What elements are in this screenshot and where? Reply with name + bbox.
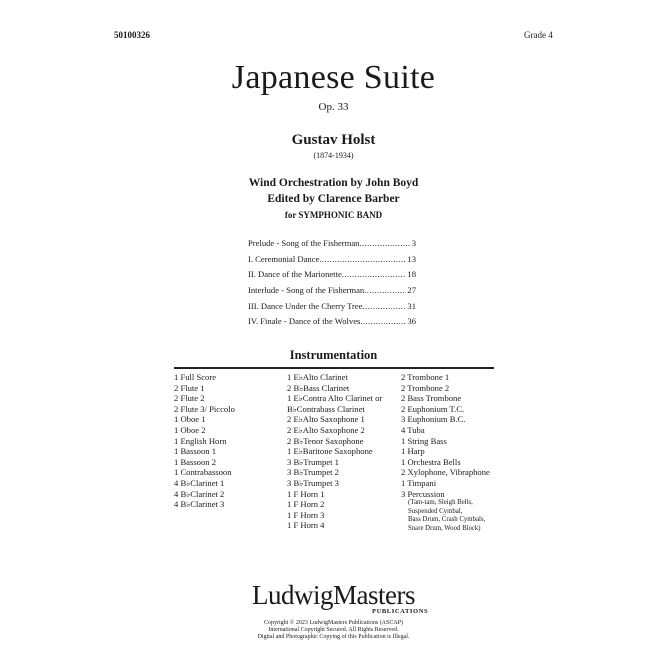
instrument-entry: 4 B♭Clarinet 3 xyxy=(174,499,225,510)
instrument-entry: 2 B♭Tenor Saxophone xyxy=(287,435,364,446)
instrument-entry: 2 Xylophone, Vibraphone xyxy=(401,467,490,478)
ensemble-label: for SYMPHONIC BAND xyxy=(284,210,383,220)
contents-entry xyxy=(248,285,416,301)
instrument-entry: 1 String Bass xyxy=(401,435,447,446)
instrument-entry: 3 Percussion xyxy=(401,488,445,499)
instrument-entry: 2 Trombone 2 xyxy=(401,382,450,393)
contents-entry-title: Interlude - Song of the Fisherman xyxy=(248,285,365,296)
instrument-entry: 1 Bassoon 1 xyxy=(174,446,217,457)
contents-entry-page: 36 xyxy=(407,316,416,327)
copyright-line: Copyright © 2023 LudwigMasters Publications (ASCAP) xyxy=(263,620,404,626)
instrument-entry: 1 Full Score xyxy=(174,372,217,382)
composer-name: Gustav Holst xyxy=(291,132,376,148)
grade-label: Grade 4 xyxy=(524,30,553,40)
catalog-number: 50100326 xyxy=(114,30,150,40)
contents-entry xyxy=(248,269,416,285)
instrument-entry: 1 Harp xyxy=(401,446,425,457)
contents-entry-page: 13 xyxy=(407,253,416,264)
instrument-entry: 1 English Horn xyxy=(174,435,227,446)
publisher-logo-subtitle: PUBLICATIONS xyxy=(372,608,429,615)
instrumentation-heading: Instrumentation xyxy=(289,348,378,362)
composer-dates: (1874-1934) xyxy=(313,151,354,160)
opus-number: Op. 33 xyxy=(318,101,349,113)
instrument-column-1 xyxy=(174,372,235,510)
contents-dot-leader xyxy=(364,285,406,295)
contents-entry-page: 27 xyxy=(407,285,416,296)
percussion-detail-line: Snare Drum, Wood Block) xyxy=(408,524,481,532)
instrument-entry: 1 F Horn 2 xyxy=(287,499,325,510)
contents-entry-page: 18 xyxy=(407,269,416,280)
arranger-credit: Wind Orchestration by John Boyd xyxy=(248,177,419,189)
contents-entry-title: IV. Finale - Dance of the Wolves xyxy=(248,316,361,327)
contents-entry xyxy=(248,301,416,317)
instrument-entry: 1 F Horn 3 xyxy=(287,509,325,520)
instrument-entry: B♭Contrabass Clarinet xyxy=(287,403,365,414)
page-title: Japanese Suite xyxy=(231,59,436,96)
instrument-entry: 2 Flute 2 xyxy=(174,393,205,404)
instrument-entry: 4 B♭Clarinet 1 xyxy=(174,477,225,488)
instrument-entry: 3 B♭Trumpet 1 xyxy=(287,456,339,467)
instrument-entry: 1 Oboe 1 xyxy=(174,414,206,425)
instrument-entry: 2 Flute 1 xyxy=(174,382,205,393)
instrument-entry: 1 Orchestra Bells xyxy=(401,456,461,467)
instrument-entry: 2 Trombone 1 xyxy=(401,372,450,382)
instrument-column-2 xyxy=(287,372,382,531)
instrument-entry: 1 E♭Baritone Saxophone xyxy=(287,446,373,457)
instrument-entry: 1 Contrabassoon xyxy=(174,467,232,478)
contents-dot-leader xyxy=(319,254,406,264)
contents-entry xyxy=(248,238,416,254)
contents-dot-leader xyxy=(360,316,406,326)
instrument-entry: 2 Bass Trombone xyxy=(401,393,462,404)
publisher-logo-text: LudwigMasters xyxy=(252,580,415,610)
instrument-entry: 1 Oboe 2 xyxy=(174,424,206,435)
instrument-entry: 3 B♭Trumpet 3 xyxy=(287,477,339,488)
copyright-line: International Copyright Secured. All Rights Reserved. xyxy=(268,627,399,634)
contents-entry-title: Prelude - Song of the Fisherman xyxy=(248,238,360,248)
contents-dot-leader xyxy=(359,238,410,248)
instrument-entry: 4 Tuba xyxy=(401,424,425,435)
instrument-entry: 2 Euphonium T.C. xyxy=(401,403,465,414)
instrument-entry: 1 E♭Contra Alto Clarinet or xyxy=(287,393,383,404)
instrument-entry: 1 F Horn 1 xyxy=(287,488,325,499)
contents-entry-page: 31 xyxy=(407,300,416,311)
contents-dot-leader xyxy=(342,269,407,279)
instrument-entry: 4 B♭Clarinet 2 xyxy=(174,488,225,499)
contents-entry xyxy=(248,254,416,270)
instrumentation-divider xyxy=(174,367,494,369)
percussion-detail-line: (Tam-tam, Sleigh Bells, xyxy=(408,499,473,507)
contents-entry-page: 3 xyxy=(411,238,416,248)
copyright-notice xyxy=(0,620,667,642)
editor-credit: Edited by Clarence Barber xyxy=(267,193,400,205)
percussion-detail-line: Suspended Cymbal, xyxy=(408,507,463,515)
contents-entry-title: II. Dance of the Marionette xyxy=(248,269,342,280)
instrument-entry: 1 F Horn 4 xyxy=(287,520,325,531)
instrument-entry: 2 B♭Bass Clarinet xyxy=(287,382,350,393)
contents-entry xyxy=(248,316,416,332)
contents-entry-title: III. Dance Under the Cherry Tree xyxy=(248,300,363,311)
instrument-entry: 1 E♭Alto Clarinet xyxy=(287,372,348,382)
contents-entry-title: I. Ceremonial Dance xyxy=(248,253,320,264)
percussion-detail-line: Bass Drum, Crash Cymbals, xyxy=(408,516,486,524)
instrument-entry: 1 Timpani xyxy=(401,477,437,488)
instrument-entry: 2 E♭Alto Saxophone 1 xyxy=(287,414,365,425)
table-of-contents xyxy=(248,238,416,332)
instrument-entry: 1 Bassoon 2 xyxy=(174,456,217,467)
instrument-entry: 3 Euphonium B.C. xyxy=(401,414,466,425)
instrument-entry: 3 B♭Trumpet 2 xyxy=(287,467,339,478)
instrument-column-3 xyxy=(401,372,490,534)
instrument-entry: 2 Flute 3/ Piccolo xyxy=(174,403,235,414)
contents-dot-leader xyxy=(363,301,407,311)
instrument-entry: 2 E♭Alto Saxophone 2 xyxy=(287,424,365,435)
publisher-logo xyxy=(0,580,667,610)
copyright-line: Digital and Photographic Copying of this Publication is Illegal. xyxy=(257,634,410,641)
